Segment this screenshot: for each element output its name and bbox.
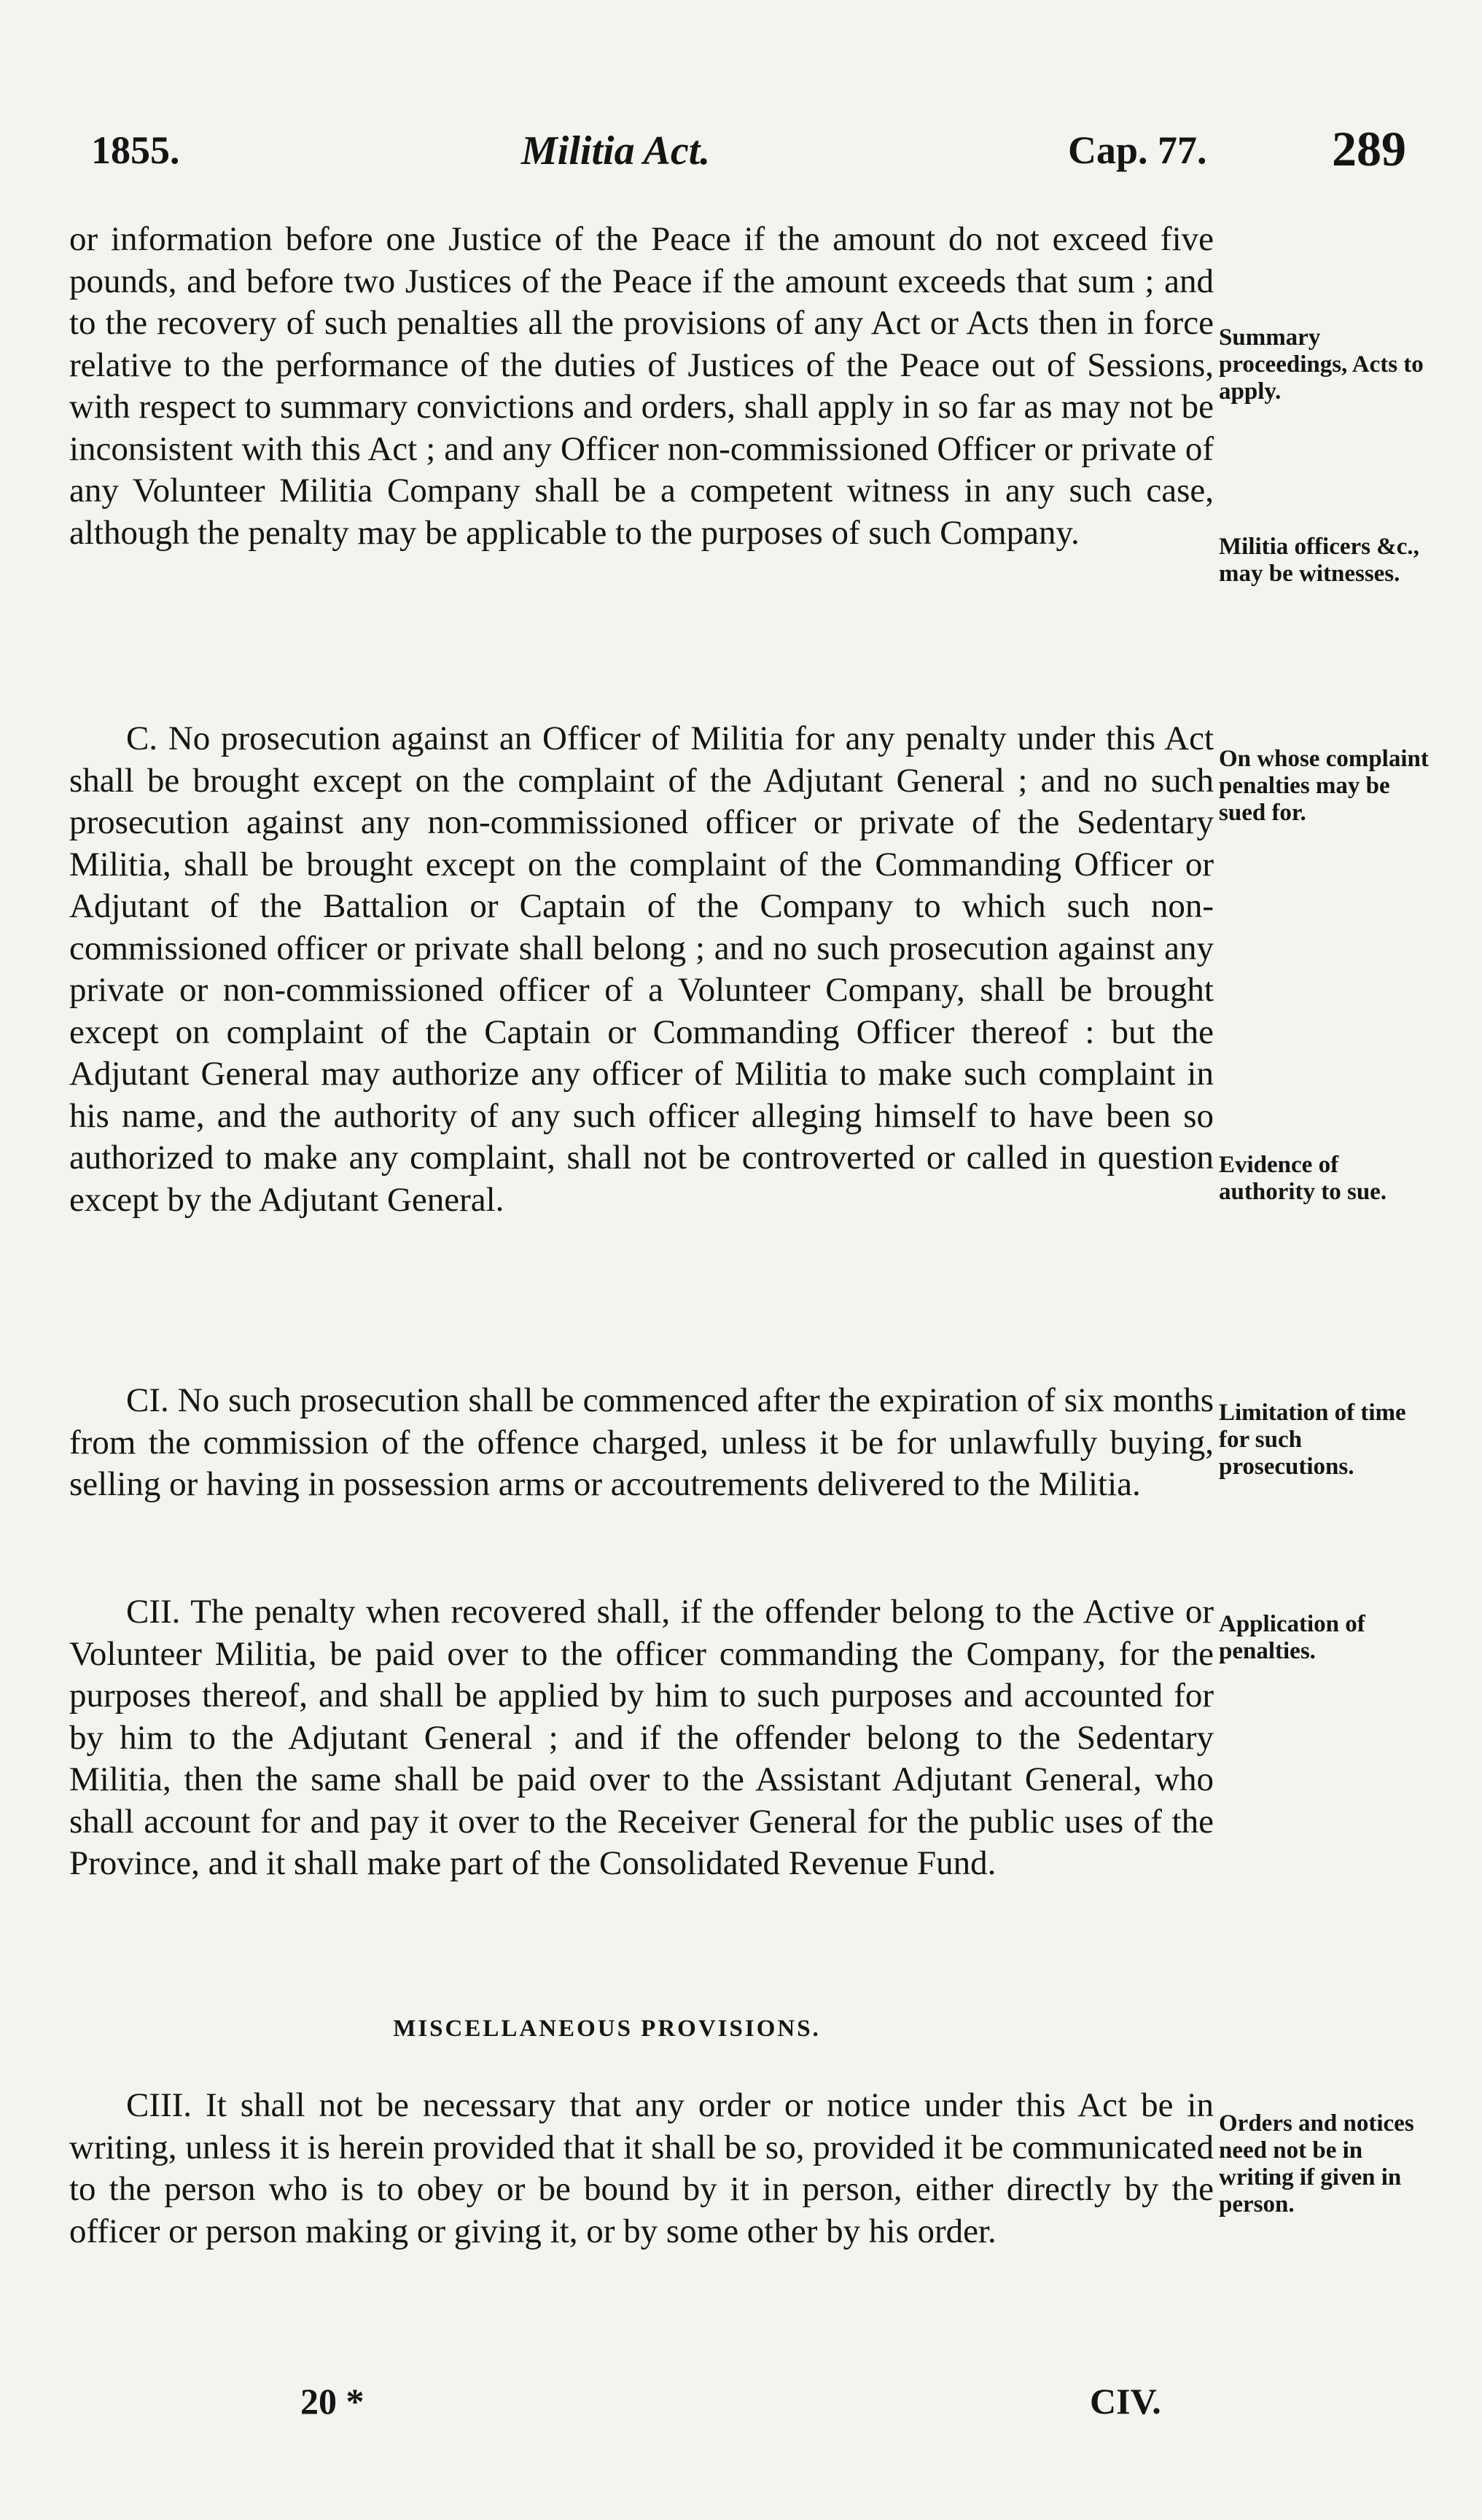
section-ci (69, 1380, 1214, 1506)
header-chapter: Cap. 77. (1068, 128, 1207, 172)
section-continuation (69, 219, 1214, 554)
catchword: CIV. (1090, 2381, 1161, 2422)
margin-note: On whose complaint penalties may be sued for. (1219, 746, 1429, 826)
header-year: 1855. (91, 128, 180, 172)
section-text: CII. The penalty when recovered shall, if the offender belong to the Active or Volunteer Militia, be paid over to the officer commanding the Company, for the purposes thereof, and shall be applied by him to such purposes and accounted for by him to the Adjutant General ; and if the offender belong to the Sedentary Militia, then the same shall be paid over to the Assistant Adjutant General, who shall account for and pay it over to the Receiver General for the public uses of the Province, and it shall make part of the Consolidated Revenue Fund. (69, 1593, 1214, 1882)
section-text: CI. No such prosecution shall be commenced after the expiration of six months from the commission of the offence charged, unless it be for unlawfully buying, selling or having in possession arms or accoutrements delivered to the Militia. (69, 1381, 1214, 1503)
page-number: 289 (1332, 121, 1406, 176)
margin-note: Limitation of time for such prosecutions. (1219, 1400, 1406, 1480)
section-c (69, 718, 1214, 1221)
margin-note: Summary proceedings, Acts to apply. (1219, 324, 1424, 405)
margin-note: Militia officers &c., may be witnesses. (1219, 534, 1419, 587)
margin-note: Evidence of authority to sue. (1219, 1152, 1387, 1205)
section-text: or information before one Justice of the Peace if the amount do not exceed five pounds, and before two Justices of the Peace if the amount exceeds that sum ; and to the recovery of such penalties all the provisions of any Act or Acts then in force relative to the performance of the duties of Justices of the Peace out of Sessions, with respect to summary convictions and orders, shall apply in so far as may not be inconsistent with this Act ; and any Officer non-commissioned Officer or private of any Volunteer Militia Company shall be a competent witness in any such case, although the penalty may be applicable to the purposes of such Company. (69, 220, 1214, 552)
section-text: C. No prosecution against an Officer of Militia for any penalty under this Act shall be brought except on the complaint of the Adjutant General ; and no such prosecution against any non-commissioned officer or private of the Sedentary Militia, shall be brought except on the complaint of the Commanding Officer or Adjutant of the Battalion or Captain of the Company to which such non-commissioned officer or private shall belong ; and no such prosecution against any private or non-commissioned officer of a Volunteer Company, shall be brought except on complaint of the Captain or Commanding Officer thereof : but the Adjutant General may authorize any officer of Militia to make such complaint in his name, and the authority of any such officer alleging himself to have been so authorized to make any complaint, shall not be controverted or called in question except by the Adjutant General. (69, 719, 1214, 1219)
section-ciii (69, 2085, 1214, 2252)
section-text: CIII. It shall not be necessary that any order or notice under this Act be in writing, unless it is herein provided that it shall be so, provided it be communicated to the person who is to obey or be bound by it in person, either directly by the officer or person making or giving it, or by some other by his order. (69, 2086, 1214, 2250)
subheading-miscellaneous: MISCELLANEOUS PROVISIONS. (393, 2016, 821, 2042)
margin-note: Application of penalties. (1219, 1611, 1365, 1664)
header-title: Militia Act. (521, 128, 711, 173)
margin-note: Orders and notices need not be in writing if given in person. (1219, 2110, 1414, 2217)
signature-mark: 20 * (300, 2381, 364, 2422)
running-head (91, 120, 1432, 179)
section-cii (69, 1591, 1214, 1885)
